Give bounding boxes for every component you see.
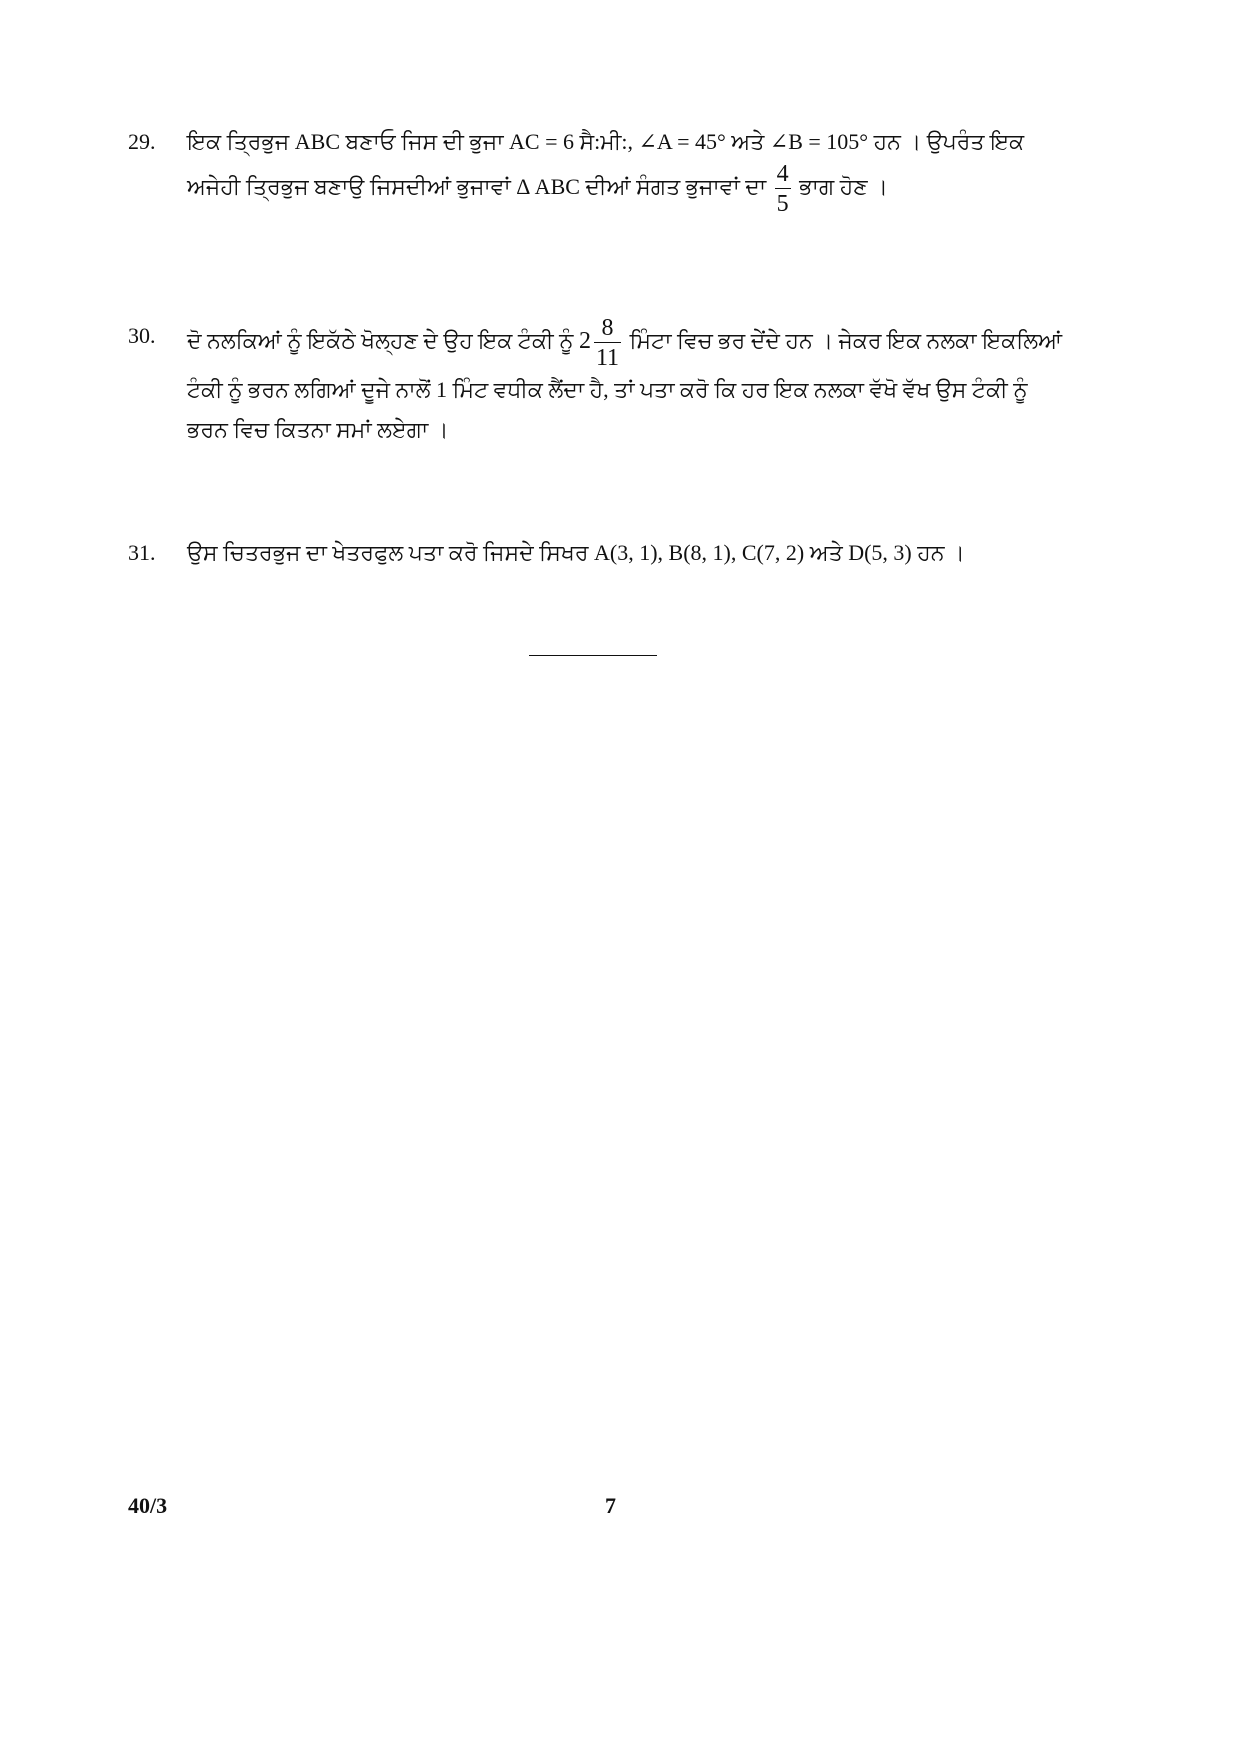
- page-number: 7: [605, 1493, 616, 1518]
- question-text: [187, 316, 1088, 450]
- question-line-text: ਮਿੰਟਾ ਵਿਚ ਭਰ ਦੇਂਦੇ ਹਨ । ਜੇਕਰ ਇਕ ਨਲਕਾ ਇਕਲਿਆਂ: [629, 328, 1063, 354]
- question-line: [187, 162, 1088, 216]
- mixed-number-whole: 2: [578, 328, 591, 355]
- question-29: [128, 122, 1088, 216]
- question-number: 29.: [128, 129, 156, 154]
- question-30: [128, 316, 1088, 450]
- fraction-numerator: 8: [594, 316, 621, 343]
- question-line: ਭਰਨ ਵਿਚ ਕਿਤਨਾ ਸਮਾਂ ਲਏਗਾ ।: [187, 417, 449, 442]
- fraction-denominator: 5: [776, 191, 789, 217]
- question-line-text: ਦੋ ਨਲਕਿਆਂ ਨੂੰ ਇਕੱਠੇ ਖੋਲ੍ਹਣ ਦੇ ਉਹ ਇਕ ਟੰਕੀ ਨੂੰ: [187, 328, 574, 354]
- question-line: ਇਕ ਤ੍ਰਿਭੁਜ ABC ਬਣਾਓ ਜਿਸ ਦੀ ਭੁਜਾ AC = 6 ਸੈ:ਮੀ:, ∠A = 45° ਅਤੇ ∠B = 105° ਹਨ । ਉਪਰੰਤ ਇਕ: [187, 129, 1025, 154]
- fraction: [594, 316, 621, 370]
- question-line: [187, 316, 1088, 370]
- fraction: [775, 162, 791, 216]
- fraction-numerator: 4: [776, 161, 789, 187]
- question-line: ਉਸ ਚਿਤਰਭੁਜ ਦਾ ਖੇਤਰਫੁਲ ਪਤਾ ਕਰੋ ਜਿਸਦੇ ਸਿਖਰ A(3, 1), B(8, 1), C(7, 2) ਅਤੇ D(5, 3) ਹਨ ।: [187, 540, 965, 565]
- end-of-section-rule: [529, 655, 657, 656]
- question-text: [187, 122, 1088, 216]
- question-number: 30.: [128, 323, 156, 348]
- question-number: 31.: [128, 540, 156, 565]
- fraction-denominator: 11: [595, 345, 620, 371]
- question-text: [187, 533, 1088, 573]
- question-line-text: ਅਜੇਹੀ ਤ੍ਰਿਭੁਜ ਬਣਾਉ ਜਿਸਦੀਆਂ ਭੁਜਾਵਾਂ Δ ABC ਦੀਆਂ ਸੰਗਤ ਭੁਜਾਵਾਂ ਦਾ: [187, 174, 767, 200]
- paper-code: 40/3: [128, 1493, 168, 1518]
- question-31: [128, 533, 1088, 573]
- question-line: ਟੰਕੀ ਨੂੰ ਭਰਨ ਲਗਿਆਂ ਦੂਜੇ ਨਾਲੋਂ 1 ਮਿੰਟ ਵਧੀਕ ਲੈਂਦਾ ਹੈ, ਤਾਂ ਪਤਾ ਕਰੋ ਕਿ ਹਰ ਇਕ ਨਲਕਾ ਵੱਖੋ ਵੱਖ ਉਸ ਟੰਕੀ ਨੂੰ: [187, 377, 1028, 402]
- question-line-text: ਭਾਗ ਹੋਣ ।: [799, 174, 888, 200]
